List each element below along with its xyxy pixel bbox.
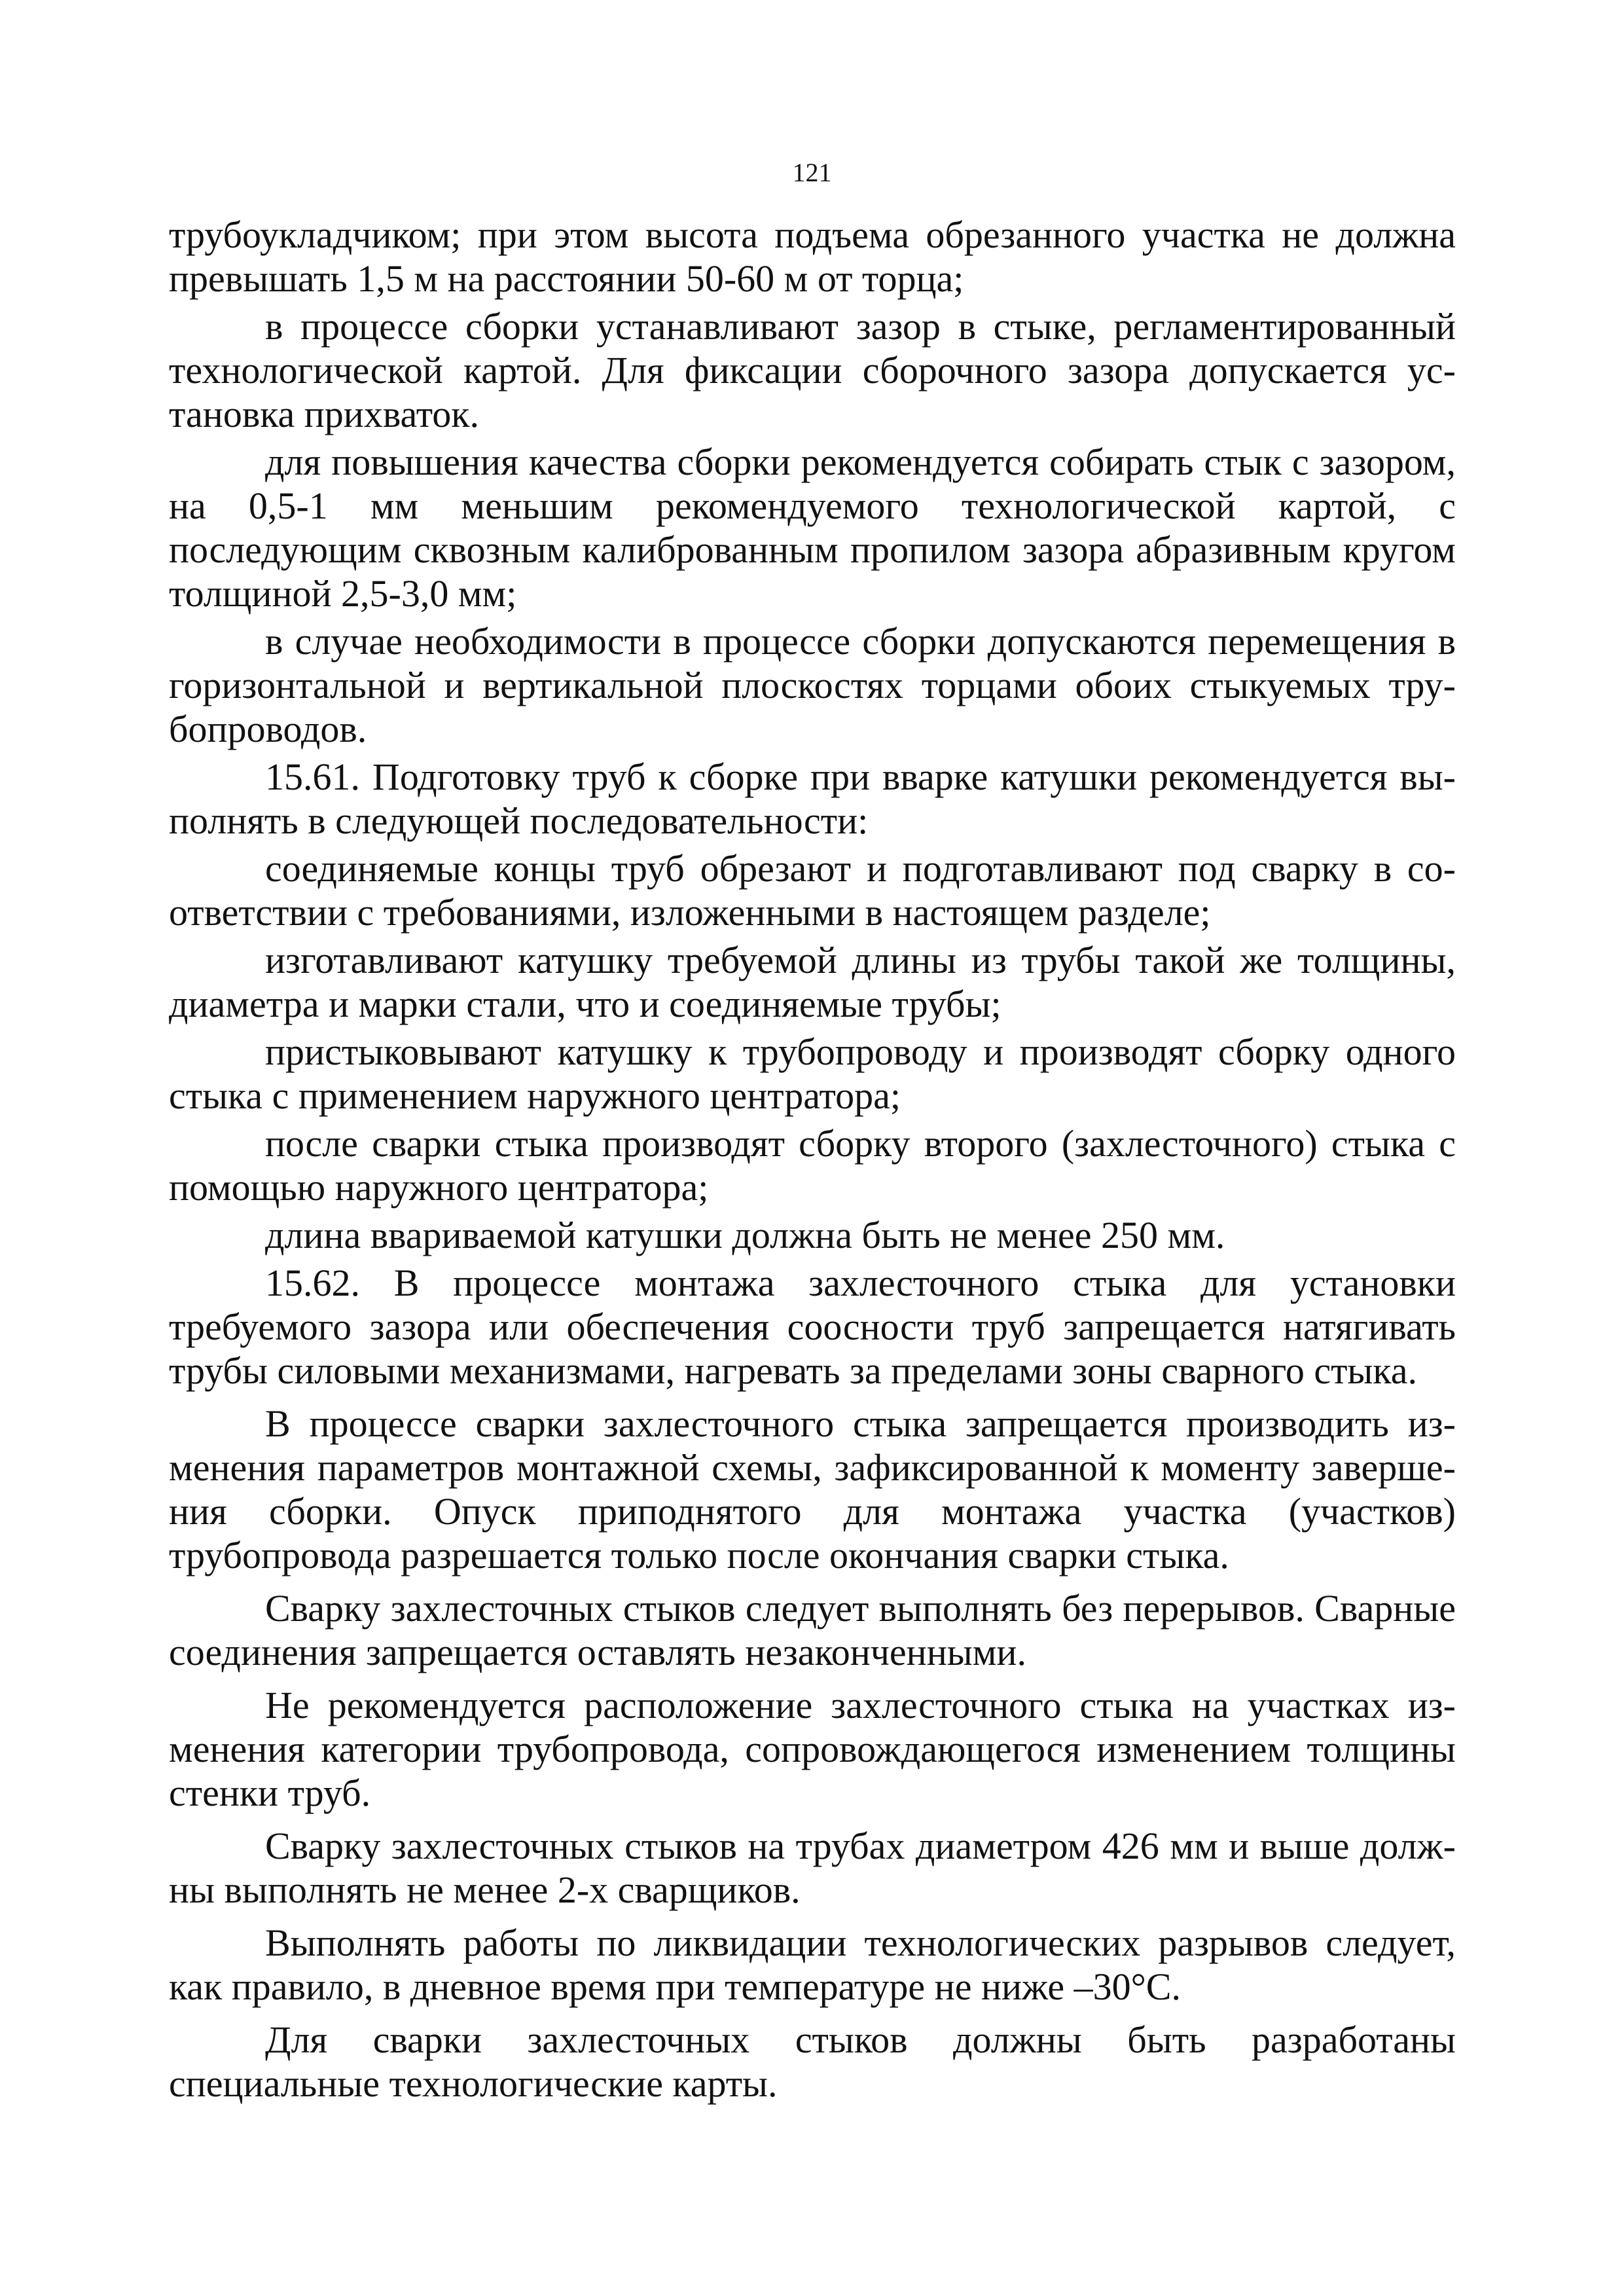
paragraph-spool-length: длина ввариваемой катушки должна быть не менее 250 мм. xyxy=(265,1214,1225,1256)
paragraph-pipe-displacement: в случае необходимости в процессе сборки допускаются перемещения в горизонтальной и вертикальной плоскостях торцами обоих стыкуемых трубопроводов. xyxy=(169,620,1456,750)
paragraph-category-change: Не рекомендуется расположение захлесточного стыка на участках изменения категории трубопровода, сопровождающегося изменением толщины стенки труб. xyxy=(169,1684,1456,1814)
document-body xyxy=(169,213,1456,2105)
paragraph-assembly-quality: для повышения качества сборки рекомендуется собирать стык с зазором, на 0,5-1 мм меньшим рекомендуемого технологической картой, с последующим сквозным калиброванным пропилом зазора абразивным кругом толщиной 2,5-3,0 мм; xyxy=(169,441,1456,615)
paragraph-15-61: 15.61. Подготовку труб к сборке при вварке катушки рекомендуется выполнять в следующей последовательности: xyxy=(169,756,1456,842)
paragraph-continuation: трубоукладчиком; при этом высота подъема обрезанного участка не должна превышать 1,5 м на расстоянии 50-60 м от торца; xyxy=(169,213,1456,300)
paragraph-assembly-gap: в процессе сборки устанавливают зазор в стыке, регламентированный технологической картой. Для фиксации сборочного зазора допускается установка прихваток. xyxy=(169,305,1456,435)
paragraph-technological-charts: Для сварки захлесточных стыков должны быть разработаны специальные технологические карты. xyxy=(169,2018,1456,2105)
page-number: 121 xyxy=(792,158,832,187)
paragraph-no-interruptions: Сварку захлесточных стыков следует выполнять без перерывов. Сварные соединения запрещается оставлять незаконченными. xyxy=(169,1587,1456,1673)
paragraph-second-joint: после сварки стыка производят сборку второго (захлесточного) стыка с помощью наружного центратора; xyxy=(169,1122,1456,1209)
paragraph-daytime-work: Выполнять работы по ликвидации технологических разрывов следует, как правило, в дневное время при температуре не ниже –30°С. xyxy=(169,1922,1456,2008)
paragraph-15-62: 15.62. В процессе монтажа захлесточного стыка для установки требуемого зазора или обеспечения соосности труб запрещается натягивать трубы силовыми механизмами, нагревать за пределами зоны сварного стыка. xyxy=(169,1262,1456,1392)
paragraph-spool-fabrication: изготавливают катушку требуемой длины из трубы такой же толщины, диаметра и марки стали, что и соединяемые трубы; xyxy=(169,939,1456,1025)
paragraph-welders-count: Сварку захлесточных стыков на трубах диаметром 426 мм и выше должны выполнять не менее 2-х сварщиков. xyxy=(169,1825,1456,1911)
paragraph-tie-in-welding: В процессе сварки захлесточного стыка запрещается производить изменения параметров монтажной схемы, зафиксированной к моменту завершения сборки. Опуск приподнятого для монтажа участка (участков) трубопровода разрешается только после окончания сварки стыка. xyxy=(169,1402,1456,1576)
paragraph-pipe-ends: соединяемые концы труб обрезают и подготавливают под сварку в соответствии с требованиями, изложенными в настоящем разделе; xyxy=(169,847,1456,934)
paragraph-spool-docking: пристыковывают катушку к трубопроводу и производят сборку одного стыка с применением наружного центратора; xyxy=(169,1030,1456,1117)
